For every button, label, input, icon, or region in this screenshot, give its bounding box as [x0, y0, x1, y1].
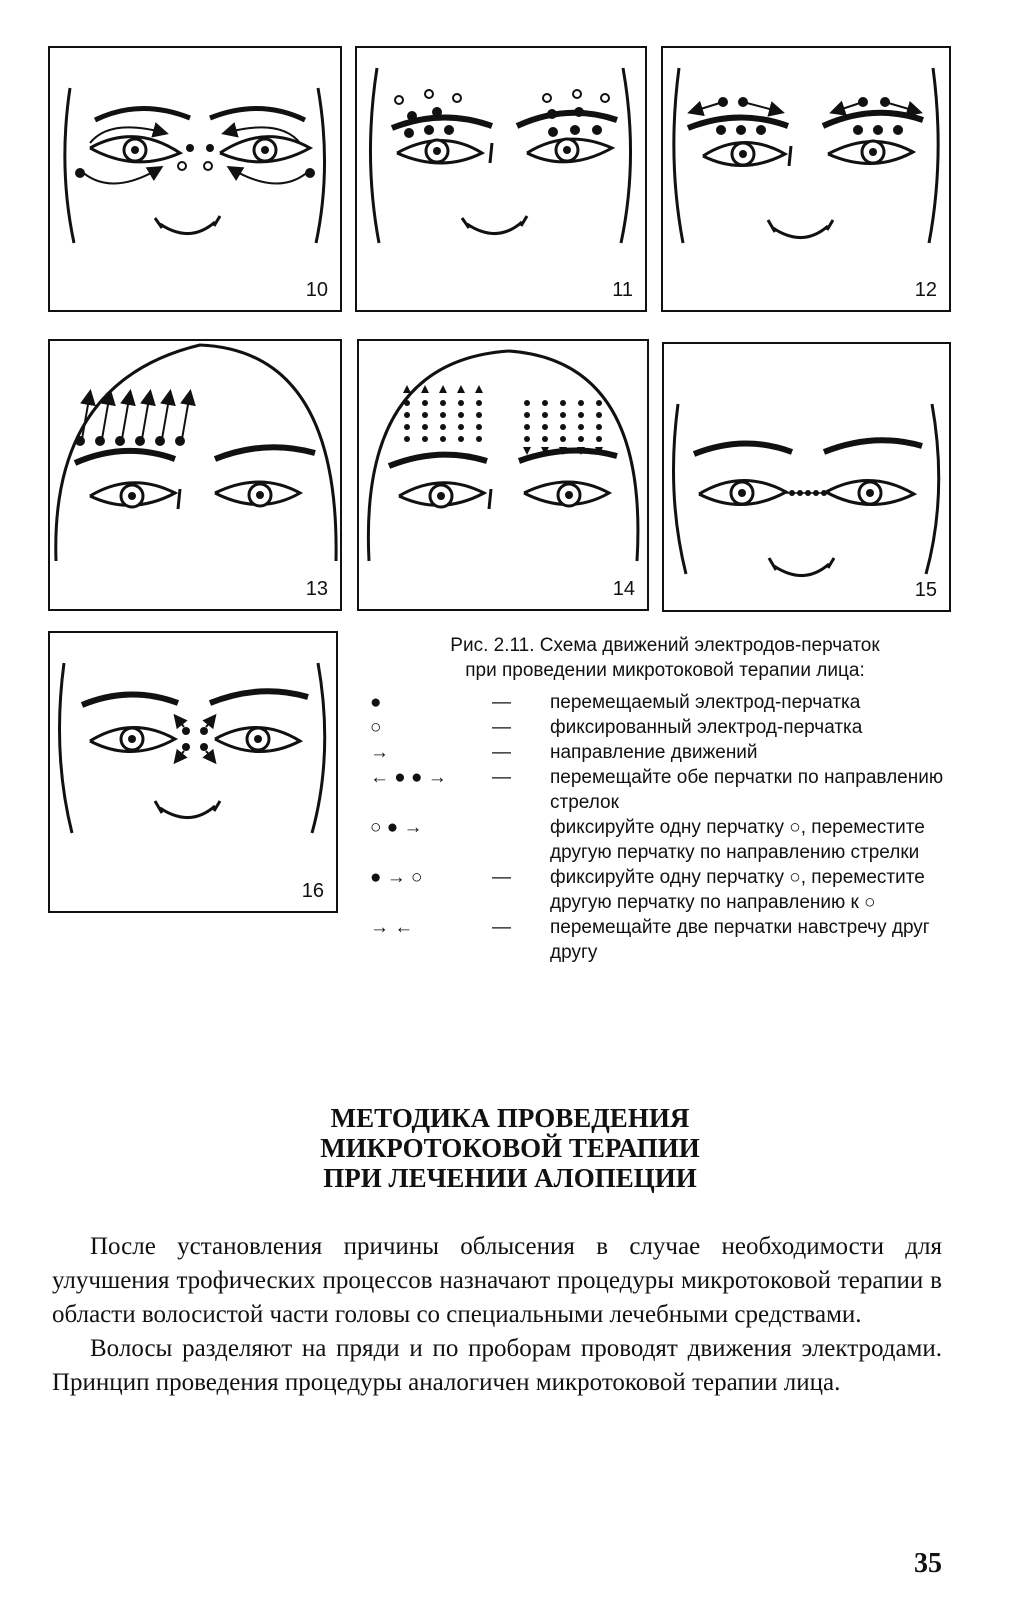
figure-panel-15	[662, 342, 951, 612]
legend-text: фиксируйте одну перчатку ○, переместите другую перчатку по направлению к ○	[550, 867, 925, 913]
legend-row	[370, 915, 970, 965]
legend-dash: —	[492, 692, 511, 713]
legend-symbol: ●	[370, 692, 382, 713]
legend-symbol: ← ● ● →	[370, 767, 447, 788]
caption-line: при проведении микротоковой терапии лица:	[465, 660, 865, 681]
legend-dash: —	[492, 767, 511, 788]
figure-panel-13	[48, 339, 342, 611]
panel-number: 16	[301, 880, 324, 902]
figure-panel-14	[357, 339, 649, 611]
legend-text: перемещайте две перчатки навстречу друг другу	[550, 917, 930, 963]
page-number: 35	[914, 1548, 942, 1579]
paragraph: После установления причины облысения в случае необходимости для улучшения трофических процессов назначают процедуры микротоковой терапии в области волосистой части головы со специальными лечебными средствами.	[52, 1233, 942, 1328]
legend-symbol: ○	[370, 717, 382, 738]
legend-text: перемещаемый электрод-перчатка	[550, 692, 861, 713]
forehead-diagram-vertical-points	[359, 341, 647, 609]
legend-row	[370, 815, 970, 865]
figure-panel-10	[48, 46, 342, 312]
figure-legend	[370, 690, 970, 965]
heading-line: ПРИ ЛЕЧЕНИИ АЛОПЕЦИИ	[323, 1163, 697, 1193]
figure-caption	[370, 633, 960, 683]
panel-number: 10	[305, 279, 328, 301]
legend-text: направление движений	[550, 742, 758, 763]
figure-panel-11	[355, 46, 647, 312]
section-heading	[0, 1103, 1020, 1193]
legend-dash	[492, 815, 550, 865]
panel-number: 13	[305, 578, 328, 600]
panel-number: 14	[612, 578, 635, 600]
face-diagram-brow-arrows	[663, 48, 949, 310]
panel-number: 12	[914, 279, 937, 301]
legend-row	[370, 765, 970, 815]
forehead-diagram-upward-arrows	[50, 341, 340, 609]
legend-text: перемещайте обе перчатки по направлению стрелок	[550, 767, 944, 813]
legend-row	[370, 690, 970, 715]
figure-panel-16	[48, 631, 338, 913]
legend-symbol: →	[370, 742, 389, 763]
legend-dash: —	[492, 742, 511, 763]
legend-text: фиксируйте одну перчатку ○, переместите другую перчатку по направлению стрелки	[550, 817, 925, 863]
paragraph: Волосы разделяют на пряди и по проборам проводят движения электродами. Принцип проведения процедуры аналогичен микротоковой терапии лица.	[52, 1335, 942, 1396]
legend-row	[370, 740, 970, 765]
figure-panel-12	[661, 46, 951, 312]
face-diagram-inner-corners	[50, 633, 336, 911]
legend-row	[370, 865, 970, 915]
legend-dash: —	[492, 717, 511, 738]
panel-number: 15	[914, 579, 937, 601]
legend-dash: —	[492, 917, 511, 938]
caption-line: Рис. 2.11. Схема движений электродов-перчаток	[450, 635, 880, 656]
legend-dash: —	[492, 867, 511, 888]
face-diagram-nose-bridge-line	[664, 344, 949, 610]
legend-symbol: ● → ○	[370, 867, 423, 888]
heading-line: МЕТОДИКА ПРОВЕДЕНИЯ	[330, 1103, 690, 1133]
face-diagram-eye-circles	[50, 48, 340, 310]
heading-line: МИКРОТОКОВОЙ ТЕРАПИИ	[320, 1133, 700, 1163]
legend-row	[370, 715, 970, 740]
legend-symbol: ○ ● →	[370, 817, 423, 838]
legend-symbol: → ←	[370, 917, 414, 938]
legend-text: фиксированный электрод-перчатка	[550, 717, 863, 738]
body-text	[52, 1230, 942, 1400]
face-diagram-brow-points	[357, 48, 645, 310]
panel-number: 11	[612, 279, 633, 301]
